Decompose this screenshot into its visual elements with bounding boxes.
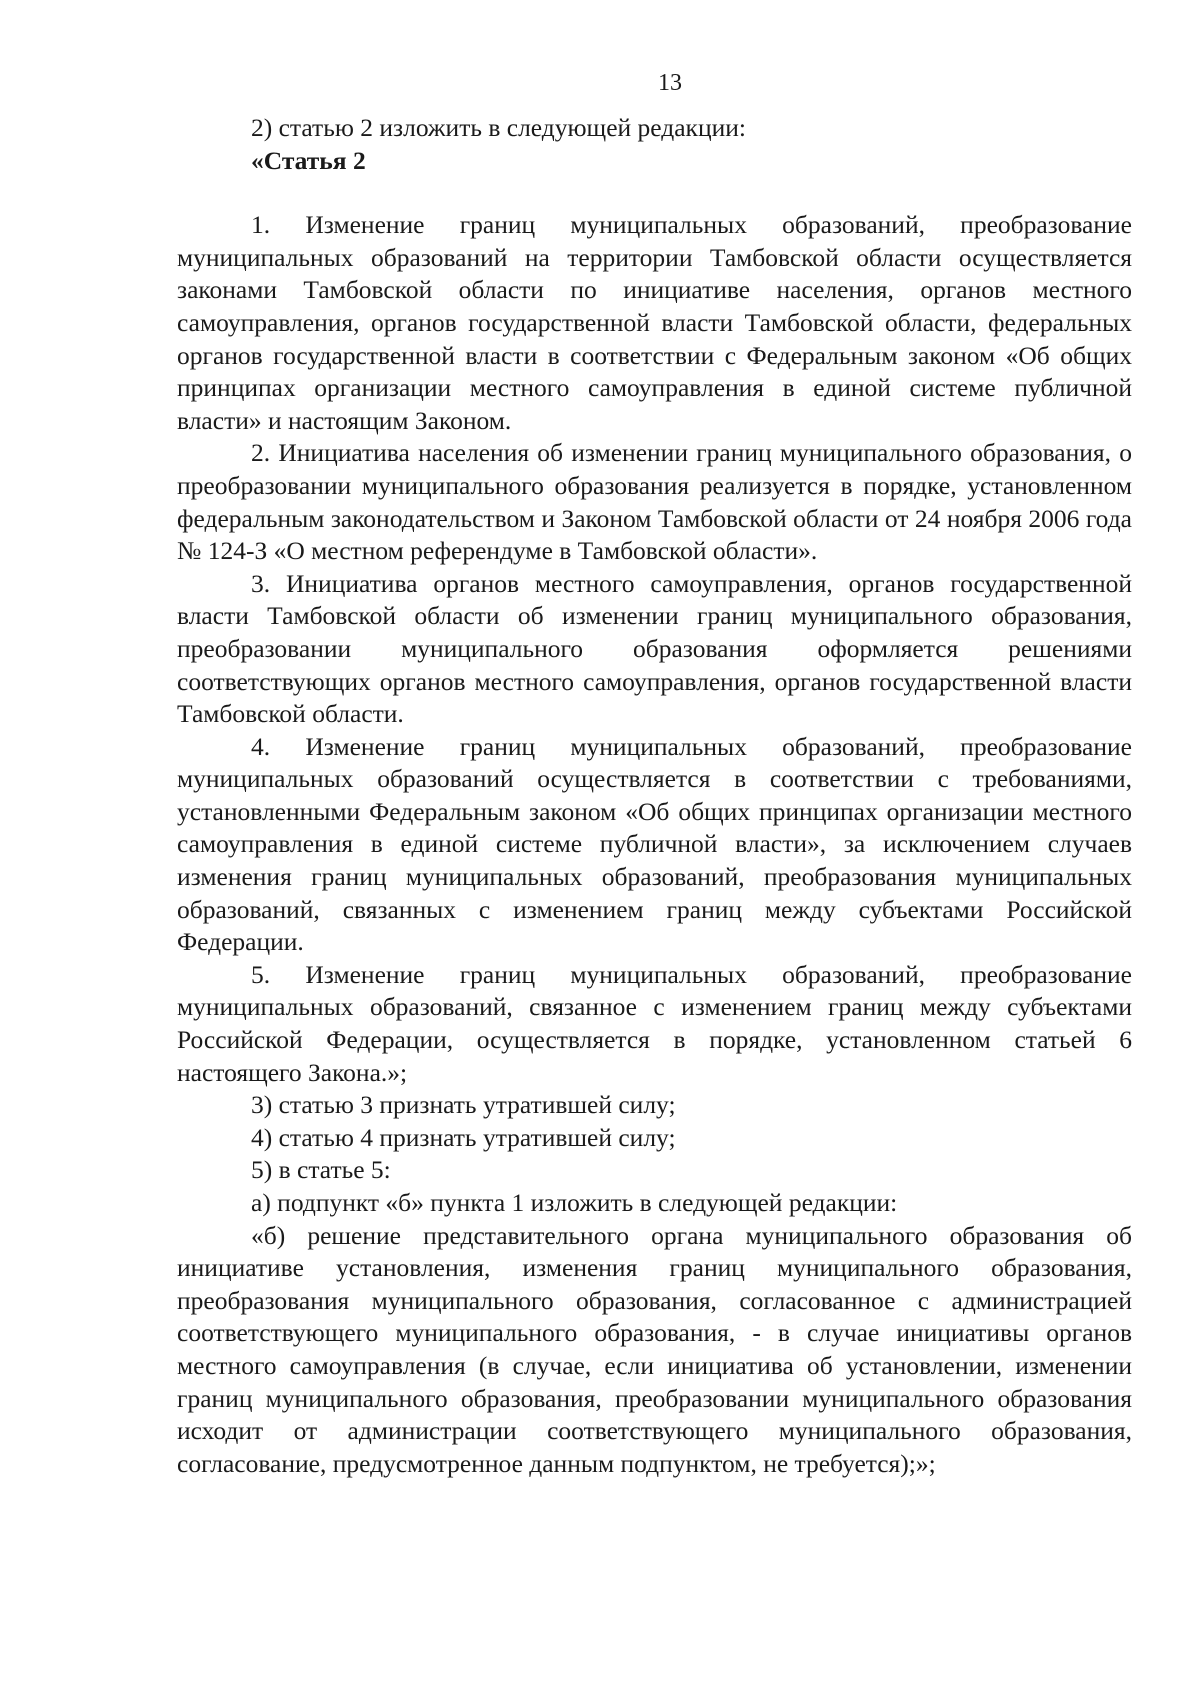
subpoint-b-text: «б) решение представительного органа муниципального образования об инициативе установления, изменения границ муниципального образования, преобразования муниципального образования, согласованное с администрацией соответствующего муниципального образования, - в случае инициативы органов местного самоуправления (в случае, если инициатива об установлении, изменении границ муниципального образования, преобразовании муниципального образования исходит от администрации соответствующего муниципального образования, согласование, предусмотренное данным подпунктом, не требуется);»; xyxy=(177,1220,1132,1478)
article-2-point-3: 3. Инициатива органов местного самоуправления, органов государственной власти Тамбовской области об изменении границ муниципального образования, преобразовании муниципального образования оформляется решениями соответствующих органов местного самоуправления, органов государственной власти Тамбовской области. xyxy=(177,568,1132,729)
article-2-point-1: 1. Изменение границ муниципальных образований, преобразование муниципальных образований на территории Тамбовской области осуществляется законами Тамбовской области по инициативе населения, органов местного самоуправления, органов государственной власти Тамбовской области, федеральных органов государственной власти в соответствии с Федеральным законом «Об общих принципах организации местного самоуправления в единой системе публичной власти» и настоящим Законом. xyxy=(177,210,1132,435)
article-2-point-4: 4. Изменение границ муниципальных образований, преобразование муниципальных образований осуществляется в соответствии с требованиями, установленными Федеральным законом «Об общих принципах организации местного самоуправления в единой системе публичной власти», за исключением случаев изменения границ муниципальных образований, преобразования муниципальных образований, связанных с изменением границ между субъектами Российской Федерации. xyxy=(177,731,1132,957)
document-body xyxy=(177,112,1132,1480)
amendment-item-3: 3) статью 3 признать утратившей силу; xyxy=(251,1090,676,1120)
amendment-item-5: 5) в статье 5: xyxy=(251,1155,391,1185)
blank-line xyxy=(177,177,1132,209)
article-2-point-2: 2. Инициатива населения об изменении границ муниципального образования, о преобразовании муниципального образования реализуется в порядке, установленном федеральным законодательством и Законом Тамбовской области от 24 ноября 2006 года № 124-З «О местном референдуме в Тамбовской области». xyxy=(177,438,1132,566)
page-number: 13 xyxy=(658,70,682,96)
amendment-subitem-a: а) подпункт «б» пункта 1 изложить в следующей редакции: xyxy=(251,1188,898,1217)
article-2-point-5: 5. Изменение границ муниципальных образований, преобразование муниципальных образований, связанное с изменением границ между субъектами Российской Федерации, осуществляется в порядке, установленном статьей 6 настоящего Закона.»; xyxy=(177,959,1132,1087)
amendment-item-4: 4) статью 4 признать утратившей силу; xyxy=(251,1122,676,1152)
article-2-heading: «Статья 2 xyxy=(251,145,366,175)
amendment-item-2-intro: 2) статью 2 изложить в следующей редакции: xyxy=(251,113,746,142)
